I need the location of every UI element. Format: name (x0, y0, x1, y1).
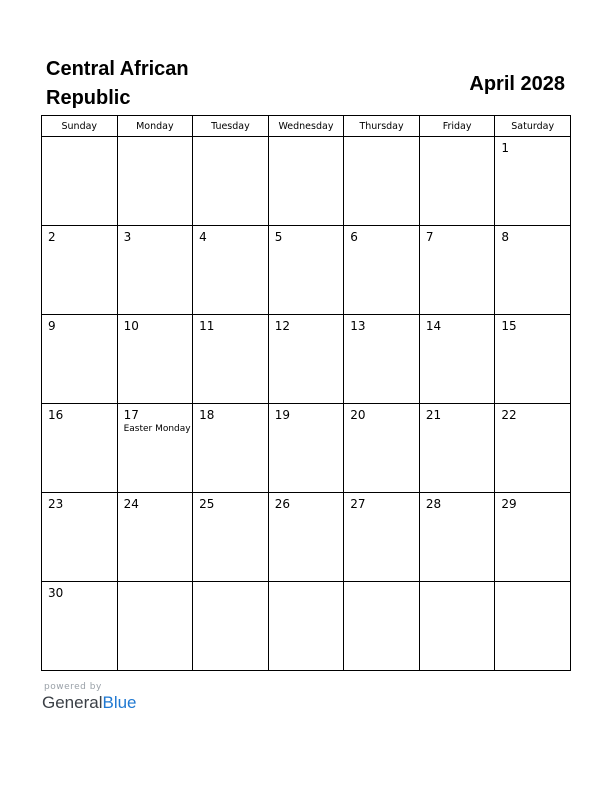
day-number: 25 (199, 497, 215, 511)
day-number (420, 582, 495, 586)
day-number: 6 (350, 230, 358, 244)
week-row (42, 404, 571, 493)
day-number: 27 (350, 497, 366, 511)
weekday-header: Monday (117, 116, 193, 137)
day-cell (419, 493, 495, 582)
day-cell (42, 137, 118, 226)
generalblue-logo[interactable] (42, 693, 137, 713)
day-cell (268, 137, 344, 226)
powered-by-label: powered by (44, 682, 102, 692)
day-number: 1 (501, 141, 510, 155)
week-row (42, 493, 571, 582)
weekday-header: Wednesday (268, 116, 344, 137)
day-cell (117, 404, 193, 493)
day-number: 14 (425, 319, 442, 333)
day-cell (495, 315, 571, 404)
day-cell (193, 137, 269, 226)
day-cell (42, 404, 118, 493)
day-cell (268, 404, 344, 493)
day-cell (495, 137, 571, 226)
day-number: 28 (425, 497, 442, 511)
day-cell (495, 582, 571, 671)
day-number: 20 (350, 408, 366, 422)
week-row (42, 137, 571, 226)
day-cell (419, 404, 495, 493)
day-cell (42, 493, 118, 582)
day-cell (344, 315, 420, 404)
day-number (495, 582, 570, 586)
day-cell (117, 582, 193, 671)
day-number (193, 582, 268, 586)
day-number: 3 (123, 230, 132, 244)
day-number: 19 (274, 408, 290, 422)
day-cell (495, 493, 571, 582)
day-cell (117, 315, 193, 404)
day-cell (344, 404, 420, 493)
day-number (420, 137, 495, 141)
logo-text-blue: Blue (102, 693, 137, 712)
day-number: 11 (199, 319, 215, 333)
day-cell (42, 582, 118, 671)
day-number: 18 (199, 408, 215, 422)
week-row (42, 226, 571, 315)
day-number: 15 (501, 319, 517, 333)
day-cell (193, 493, 269, 582)
day-cell (117, 226, 193, 315)
day-number (118, 582, 193, 586)
holiday-label: Easter Monday (123, 424, 191, 434)
day-cell (344, 582, 420, 671)
day-cell (495, 404, 571, 493)
day-number: 26 (274, 497, 290, 511)
week-row (42, 315, 571, 404)
day-number (269, 137, 344, 141)
day-cell (344, 226, 420, 315)
weekday-header: Sunday (42, 116, 118, 137)
day-cell (419, 315, 495, 404)
day-number: 10 (123, 319, 139, 333)
day-number (344, 582, 419, 586)
day-cell (268, 582, 344, 671)
weekday-header-row (42, 116, 571, 137)
day-number: 8 (501, 230, 510, 244)
day-number: 24 (123, 497, 139, 511)
weekday-header: Tuesday (193, 116, 269, 137)
day-number: 9 (48, 319, 56, 333)
country-title: Central African Republic (46, 58, 189, 109)
day-number: 5 (274, 230, 283, 244)
day-number: 29 (501, 497, 517, 511)
day-number: 12 (274, 319, 290, 333)
day-number: 4 (199, 230, 207, 244)
day-number: 7 (425, 230, 434, 244)
day-number: 30 (48, 586, 64, 600)
day-cell (193, 582, 269, 671)
day-number: 17 (123, 408, 139, 422)
day-cell (117, 493, 193, 582)
day-cell (42, 315, 118, 404)
day-number: 23 (48, 497, 64, 511)
day-cell (495, 226, 571, 315)
day-cell (268, 315, 344, 404)
day-cell (117, 137, 193, 226)
month-year-title: April 2028 (469, 73, 565, 95)
day-number (118, 137, 193, 141)
weekday-header: Friday (419, 116, 495, 137)
day-number (42, 137, 117, 141)
day-number: 2 (48, 230, 56, 244)
day-cell (193, 315, 269, 404)
day-cell (419, 582, 495, 671)
day-cell (344, 493, 420, 582)
day-number (269, 582, 344, 586)
day-cell (419, 137, 495, 226)
calendar-grid (41, 115, 571, 671)
day-cell (268, 493, 344, 582)
day-number (193, 137, 268, 141)
week-row (42, 582, 571, 671)
logo-text-general: General (42, 693, 103, 712)
day-cell (193, 226, 269, 315)
day-number: 22 (501, 408, 517, 422)
day-number (344, 137, 419, 141)
day-cell (419, 226, 495, 315)
day-cell (193, 404, 269, 493)
day-cell (268, 226, 344, 315)
day-cell (344, 137, 420, 226)
day-cell (42, 226, 118, 315)
weekday-header: Saturday (495, 116, 571, 137)
day-number: 13 (350, 319, 366, 333)
day-number: 21 (425, 408, 442, 422)
day-number: 16 (48, 408, 64, 422)
weekday-header: Thursday (344, 116, 420, 137)
